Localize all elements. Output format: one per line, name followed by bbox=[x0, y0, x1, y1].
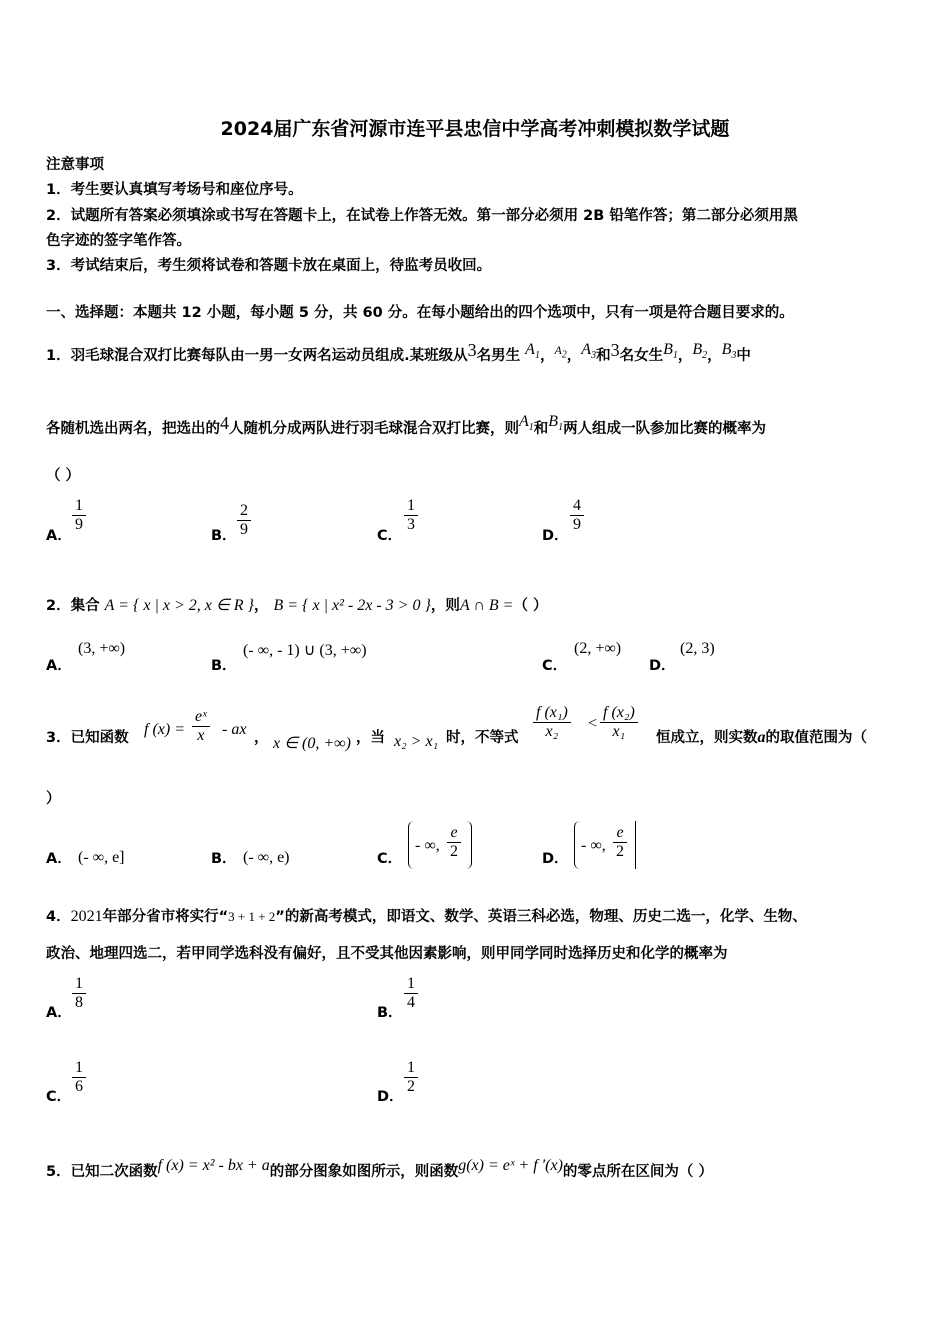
q3-func-tail: - ax bbox=[222, 721, 247, 738]
q2-option-b[interactable]: B． bbox=[211, 658, 237, 674]
section-heading: 一、选择题：本题共 12 小题，每小题 5 分，共 60 分。在每小题给出的四个选项中，只有一项是符合题目要求的。 bbox=[46, 305, 794, 321]
q1-option-c[interactable]: C． bbox=[377, 528, 403, 544]
q1-option-a-value: $\frac{1}{9}$ bbox=[72, 497, 86, 534]
q4-option-a[interactable]: A． bbox=[46, 1005, 72, 1021]
q3-option-b-value: (- ∞, e) bbox=[243, 849, 290, 866]
page-title: 2024届广东省河源市连平县忠信中学高考冲刺模拟数学试题 bbox=[220, 118, 730, 140]
q1-option-b-value: $\frac{2}{9}$ bbox=[237, 502, 251, 539]
q3-func-fraction: $\frac{\text{eˣ}}{x}$ bbox=[192, 708, 210, 745]
q3-ineq-lt: < bbox=[588, 715, 598, 732]
q3-when: ，当 bbox=[356, 730, 385, 746]
q4-option-d-value: $\frac{1}{2}$ bbox=[404, 1059, 418, 1096]
q3-ineq-left: $\frac{\text{f (x₁)}}{\text{x₂}}$ bbox=[533, 704, 571, 741]
q5-text: 5．已知二次函数f (x) = x² - bx + a的部分图象如图所示，则函数g(x) = eˣ + f ′(x)的零点所在区间为（ ） bbox=[46, 1157, 713, 1180]
q2-option-a[interactable]: A． bbox=[46, 658, 72, 674]
q1-option-a[interactable]: A． bbox=[46, 528, 72, 544]
q3-tail: 恒成立，则实数a的取值范围为（ bbox=[656, 729, 867, 746]
q3-lead: 3．已知函数 bbox=[46, 730, 129, 746]
notice-item: 2．试题所有答案必须填涂或书写在答题卡上，在试卷上作答无效。第一部分必须用 2B 铅笔作答；第二部分必须用黑 bbox=[46, 208, 798, 224]
q4-option-a-value: $\frac{1}{8}$ bbox=[72, 975, 86, 1012]
q4-text: 4．2021年部分省市将实行“3 + 1 + 2”的新高考模式，即语文、数学、英语三科必选，物理、历史二选一，化学、生物、 bbox=[46, 908, 807, 925]
q3-option-d[interactable]: D． bbox=[542, 851, 569, 867]
q3-domain: x ∈ (0, +∞) bbox=[273, 735, 351, 752]
q2-option-c[interactable]: C． bbox=[542, 658, 568, 674]
q4-option-c-value: $\frac{1}{6}$ bbox=[72, 1059, 86, 1096]
notice-item: 3．考试结束后，考生须将试卷和答题卡放在桌面上，待监考员收回。 bbox=[46, 258, 492, 274]
q1-option-b[interactable]: B． bbox=[211, 528, 237, 544]
q2-option-d-value: (2, 3) bbox=[680, 640, 715, 657]
q3-cond: x₂ > x₁ bbox=[394, 733, 439, 750]
q3-comma: ， bbox=[254, 730, 269, 746]
q2-text: 2．集合 A = { x | x > 2, x ∈ R }， B = { x | x² - 2x - 3 > 0 }，则A ∩ B =（ ） bbox=[46, 597, 548, 614]
q1-option-c-value: $\frac{1}{3}$ bbox=[404, 497, 418, 534]
q3-close: ） bbox=[46, 791, 61, 807]
q3-option-c[interactable]: C． bbox=[377, 851, 403, 867]
q1-option-d-value: $\frac{4}{9}$ bbox=[570, 497, 584, 534]
notice-item: 色字迹的签字笔作答。 bbox=[46, 233, 191, 249]
q4-text: 政治、地理四选二，若甲同学选科没有偏好，且不受其他因素影响，则甲同学同时选择历史和化学的概率为 bbox=[46, 946, 728, 962]
q2-option-c-value: (2, +∞) bbox=[574, 640, 622, 657]
q3-option-a-value: (- ∞, e] bbox=[78, 849, 125, 866]
q3-func: f (x) = bbox=[144, 721, 185, 738]
q4-option-c[interactable]: C． bbox=[46, 1089, 72, 1105]
q3-option-c-value: - ∞, $\frac{e}{2}$ bbox=[408, 821, 472, 869]
q4-option-b-value: $\frac{1}{4}$ bbox=[404, 975, 418, 1012]
q1-option-d[interactable]: D． bbox=[542, 528, 569, 544]
q3-ineq-right: $\frac{\text{f (x₂)}}{\text{x₁}}$ bbox=[600, 704, 638, 741]
q2-option-d[interactable]: D． bbox=[649, 658, 676, 674]
q3-ineq-lead: 时，不等式 bbox=[446, 730, 519, 746]
q3-option-b[interactable]: B． bbox=[211, 851, 237, 867]
q1-text: 各随机选出两名，把选出的4人随机分成两队进行羽毛球混合双打比赛，则$A_1$和$B_1$两人组成一队参加比赛的概率为 bbox=[46, 413, 767, 437]
notice-item: 1．考生要认真填写考场号和座位序号。 bbox=[46, 182, 303, 198]
notice-heading: 注意事项 bbox=[46, 157, 104, 173]
q3-option-a[interactable]: A． bbox=[46, 851, 72, 867]
q1-paren: （ ） bbox=[46, 468, 81, 484]
q1-text: 1．羽毛球混合双打比赛每队由一男一女两名运动员组成.某班级从3名男生 $A_1$，$^{A_2}$，$A_3$和3名女生$B_1$，$B_2$，$B_3$中 bbox=[46, 340, 751, 364]
q3-option-d-value: - ∞, $\frac{e}{2}$ bbox=[574, 821, 636, 869]
q2-option-a-value: (3, +∞) bbox=[78, 640, 126, 657]
q4-option-d[interactable]: D． bbox=[377, 1089, 404, 1105]
q2-option-b-value: (- ∞, - 1) ∪ (3, +∞) bbox=[243, 642, 367, 659]
q4-option-b[interactable]: B． bbox=[377, 1005, 403, 1021]
